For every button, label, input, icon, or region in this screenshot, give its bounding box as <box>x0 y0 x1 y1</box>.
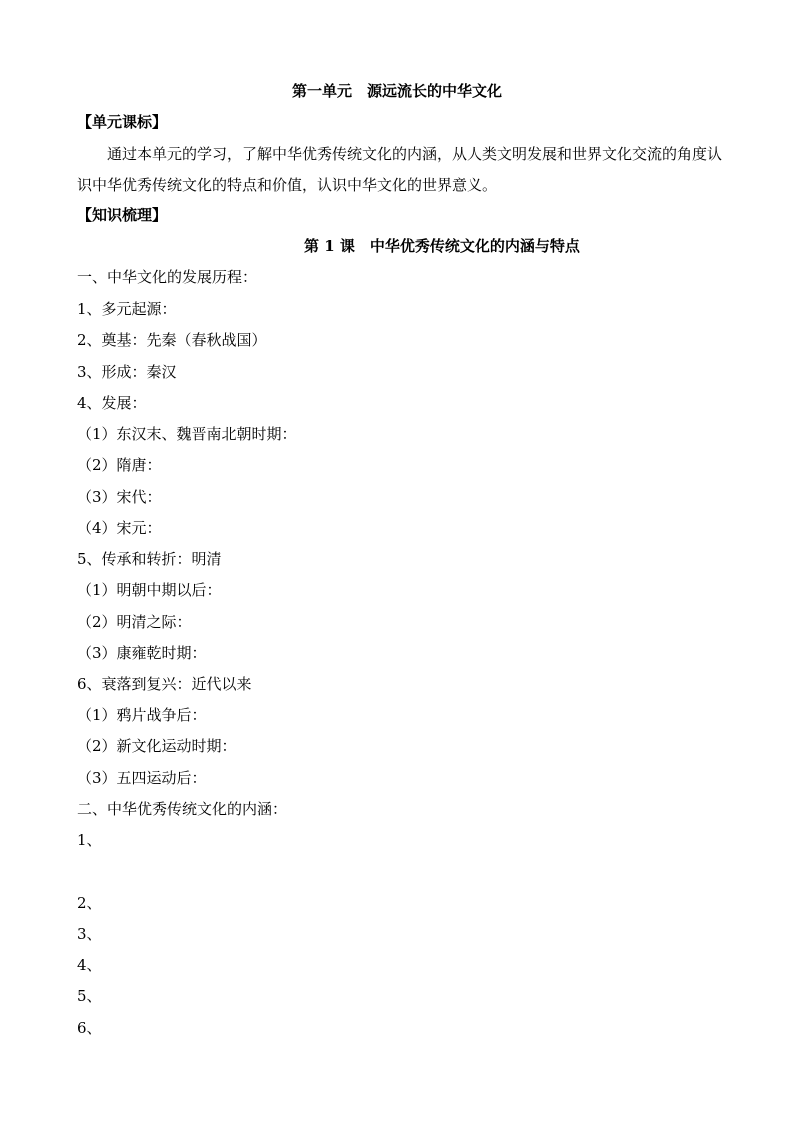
list-item: （4）宋元： <box>77 519 162 537</box>
list-item: 4、 <box>77 956 102 974</box>
list-item: 6、衰落到复兴：近代以来 <box>77 675 252 693</box>
list-item: 4、发展： <box>77 394 147 412</box>
list-item: 2、 <box>77 894 102 912</box>
list-item: 6、 <box>77 1019 102 1037</box>
list-item: 1、多元起源： <box>77 300 177 318</box>
standards-paragraph: 通过本单元的学习，了解中华优秀传统文化的内涵，从人类文明发展和世界文化交流的角度认识中华优秀传统文化的特点和价值，认识中华文化的世界意义。 <box>77 145 723 194</box>
list-item: 2、奠基：先秦（春秋战国） <box>77 331 267 349</box>
list-item: （3）康雍乾时期： <box>77 644 207 662</box>
list-item: 5、 <box>77 987 102 1005</box>
list-item: 5、传承和转折：明清 <box>77 550 222 568</box>
section-heading-standards: 【单元课标】 <box>77 113 168 131</box>
list-item: 3、 <box>77 925 102 943</box>
list-item: （1）明朝中期以后： <box>77 581 222 599</box>
list-item: （1）东汉末、魏晋南北朝时期： <box>77 425 297 443</box>
list-item: （3）五四运动后： <box>77 769 207 787</box>
list-item: 3、形成：秦汉 <box>77 363 177 381</box>
list-item: （3）宋代： <box>77 488 162 506</box>
list-item: （2）明清之际： <box>77 613 192 631</box>
list-item: 1、 <box>77 831 102 849</box>
list-item: （2）隋唐： <box>77 456 162 474</box>
section-heading-knowledge: 【知识梳理】 <box>77 206 168 224</box>
list-item: （2）新文化运动时期： <box>77 737 237 755</box>
lesson-title: 第 1 课 中华优秀传统文化的内涵与特点 <box>304 237 580 255</box>
unit-title: 第一单元 源远流长的中华文化 <box>291 82 502 100</box>
list-item: （1）鸦片战争后： <box>77 706 207 724</box>
part2-heading: 二、中华优秀传统文化的内涵： <box>77 800 288 818</box>
part1-heading: 一、中华文化的发展历程： <box>77 268 258 286</box>
